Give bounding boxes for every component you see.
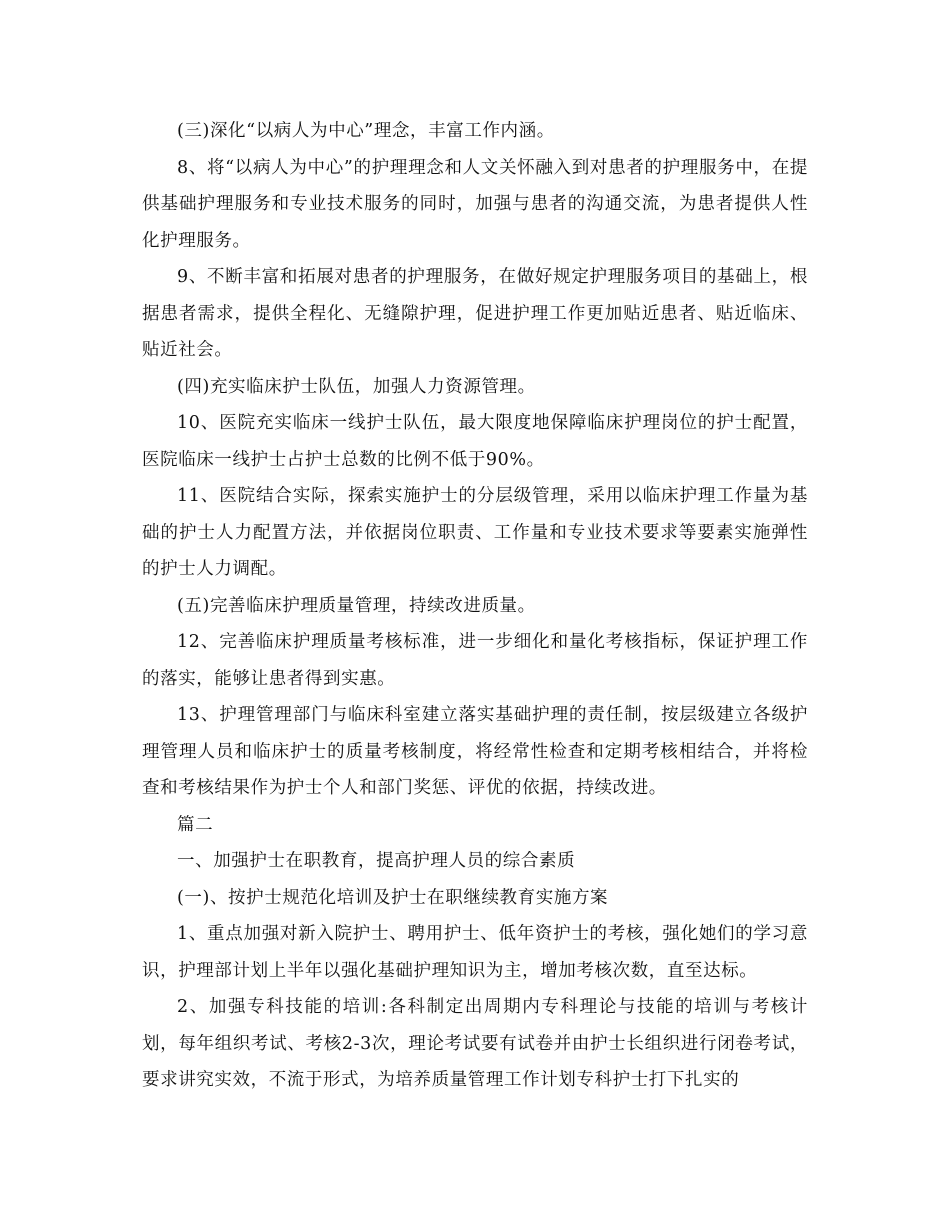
part-heading-2: 篇二 [177,814,214,835]
paragraph-item-2: 2、加强专科技能的培训:各科制定出周期内专科理论与技能的培训与考核计划，每年组织考试、考核2-3次，理论考试要有试卷并由护士长组织进行闭卷考试，要求讲究实效，不流于形式，为培养质量管理工作计划专科护士打下扎实的 [142,997,808,1090]
section-heading-3: (三)深化“以病人为中心”理念，丰富工作内涵。 [177,121,555,141]
document-body [142,113,808,1099]
paragraph-item-11: 11、医院结合实际，探索实施护士的分层级管理，采用以临床护理工作量为基础的护士人力配置方法，并依据岗位职责、工作量和专业技术要求等要素实施弹性的护士人力调配。 [142,486,808,579]
paragraph-item-9: 9、不断丰富和拓展对患者的护理服务，在做好规定护理服务项目的基础上，根据患者需求，提供全程化、无缝隙护理，促进护理工作更加贴近患者、贴近临床、贴近社会。 [142,267,808,360]
paragraph-item-8: 8、将“以病人为中心”的护理理念和人文关怀融入到对患者的护理服务中，在提供基础护理服务和专业技术服务的同时，加强与患者的沟通交流，为患者提供人性化护理服务。 [142,157,808,251]
paragraph-item-13: 13、护理管理部门与临床科室建立落实基础护理的责任制，按层级建立各级护理管理人员和临床护士的质量考核制度，将经常性检查和定期考核相结合，并将检查和考核结果作为护士个人和部门奖惩、评优的依据，持续改进。 [142,705,808,798]
paragraph-item-1: 1、重点加强对新入院护士、聘用护士、低年资护士的考核，强化她们的学习意识，护理部计划上半年以强化基础护理知识为主，增加考核次数，直至达标。 [142,924,808,981]
section-heading-4: (四)充实临床护士队伍，加强人力资源管理。 [177,376,536,397]
paragraph-item-10: 10、医院充实临床一线护士队伍，最大限度地保障临床护理岗位的护士配置，医院临床一线护士占护士总数的比例不低于90%。 [142,413,808,470]
subsection-heading-1: (一)、按护士规范化培训及护士在职继续教育实施方案 [177,887,609,908]
paragraph-item-12: 12、完善临床护理质量考核标准，进一步细化和量化考核指标，保证护理工作的落实，能够让患者得到实惠。 [142,632,808,689]
chapter-heading-1: 一、加强护士在职教育，提高护理人员的综合素质 [177,851,576,871]
section-heading-5: (五)完善临床护理质量管理，持续改进质量。 [177,595,536,616]
